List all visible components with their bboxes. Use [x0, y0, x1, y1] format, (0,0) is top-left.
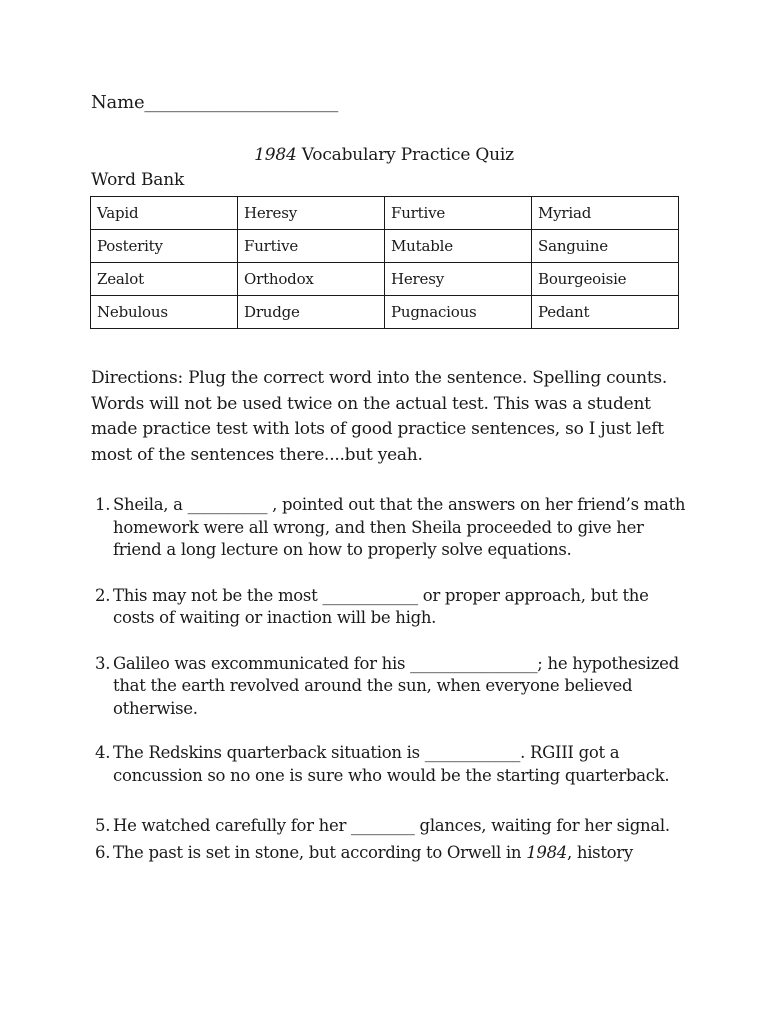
- question-list: [91, 494, 686, 865]
- word-bank-cell: Pugnacious: [385, 296, 532, 329]
- word-bank-cell: Furtive: [385, 197, 532, 230]
- word-bank-cell: Heresy: [385, 263, 532, 296]
- word-bank-cell: Mutable: [385, 230, 532, 263]
- question-text-before: The past is set in stone, but according to Orwell in: [113, 843, 527, 862]
- word-bank-row: [91, 230, 679, 263]
- word-bank-cell: Orthodox: [238, 263, 385, 296]
- question-item: [91, 742, 686, 787]
- word-bank-row: [91, 263, 679, 296]
- word-bank-cell: Vapid: [91, 197, 238, 230]
- word-bank-cell: Bourgeoisie: [532, 263, 679, 296]
- word-bank-cell: Pedant: [532, 296, 679, 329]
- question-item: [91, 809, 686, 842]
- question-item: [91, 585, 686, 630]
- title-italic: 1984: [254, 145, 297, 165]
- question-number: 6.: [95, 843, 111, 862]
- question-number: 3.: [95, 653, 111, 673]
- word-bank-cell: Zealot: [91, 263, 238, 296]
- directions-paragraph: Directions: Plug the correct word into the sentence. Spelling counts. Words will not be used twice on the actual test. This was a student made practice test with lots of good practice sentences, so I just left most of the sentences there....but yeah.: [91, 368, 668, 465]
- word-bank-cell: Myriad: [532, 197, 679, 230]
- question-text: The Redskins quarterback situation is ____________. RGIII got a concussion so no one is sure who would be the starting quarterback.: [113, 743, 670, 785]
- word-bank-cell: Sanguine: [532, 230, 679, 263]
- question-number: 4.: [95, 743, 111, 762]
- word-bank-cell: Nebulous: [91, 296, 238, 329]
- word-bank-row: [91, 197, 679, 230]
- question-item: [91, 653, 686, 721]
- word-bank-table: [90, 196, 679, 329]
- word-bank-cell: Heresy: [238, 197, 385, 230]
- question-number: 1.: [95, 495, 111, 514]
- question-text: He watched carefully for her ________ glances, waiting for her signal.: [113, 816, 670, 835]
- question-item: [91, 842, 686, 865]
- question-item: [91, 494, 686, 562]
- word-bank-cell: Drudge: [238, 296, 385, 329]
- question-text-italic: 1984: [526, 843, 567, 862]
- question-text: This may not be the most ____________ or proper approach, but the costs of waiting or inaction will be high.: [113, 585, 649, 627]
- word-bank-cell: Posterity: [91, 230, 238, 263]
- word-bank-cell: Furtive: [238, 230, 385, 263]
- title-rest: Vocabulary Practice Quiz: [296, 145, 514, 165]
- question-text: Sheila, a __________ , pointed out that the answers on her friend’s math homework were all wrong, and then Sheila proceeded to give her friend a long lecture on how to properly solve equations.: [113, 495, 686, 559]
- question-number: 2.: [95, 585, 111, 605]
- word-bank-label: Word Bank: [91, 170, 185, 190]
- page-title: [0, 145, 768, 165]
- question-text-after: , history: [566, 843, 633, 862]
- name-field-label: Name______________________: [91, 92, 339, 113]
- question-number: 5.: [95, 816, 111, 835]
- word-bank-row: [91, 296, 679, 329]
- question-text: Galileo was excommunicated for his ________________; he hypothesized that the earth revolved around the sun, when everyone believed otherwise.: [113, 653, 679, 718]
